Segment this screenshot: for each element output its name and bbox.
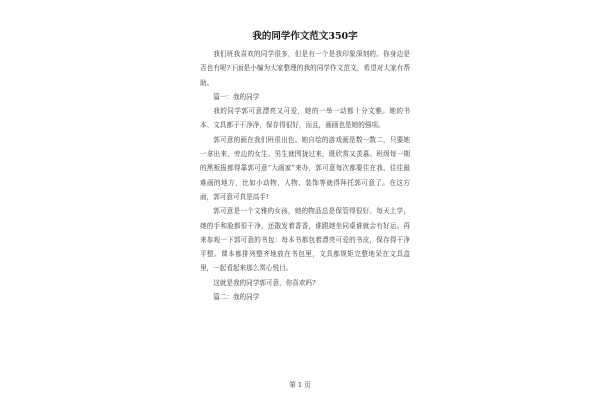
section-1-paragraph-3: 郭可意是一个文雅的女孩，她的物品总是保管得很好。每天上学，她的手和脸都很干净，还散发着香香，谁跟她坐同桌谁就会有好运。再来参观一下郭可意的书包：每本书都包着漂亮可爱的书皮，保存得干净平整。课本都排列整齐地放在书包里，文具都规矩完整地呆在文具盒里，一起看起来那么赏心悦目。 [200,207,410,273]
intro-paragraph: 我们班我喜欢的同学很多，但是有一个是我印象深刻的。你身边是否也有呢?下面是小编为大家整理的我的同学作文范文，希望对大家有帮助。 [200,50,410,87]
section-1-paragraph-2: 郭可意的画在我们班很出色。她自绘的游戏画是数一数二，只要她一拿出来，旁边的女生、男生就围拢过来，既欣赏又羡慕。班级每一期的黑板报都得靠郭可意“大画家”来办，郭可意每次都要住在我，往往最难画的地方，比如小动物、人物、装饰等就得拜托郭可意了。在这方面，郭可意可真是高手! [200,135,410,201]
section-1-paragraph-4: 这就是我的同学郭可意，你喜欢吗? [213,278,316,287]
document-title: 我的同学作文范文350字 [252,31,358,42]
section-heading-1: 篇一：我的同学 [213,92,260,101]
page-number: 第 1 页 [289,381,311,389]
document-body [200,30,410,304]
section-1-paragraph-1: 我的同学郭可意漂亮又可爱，她的一举一动都十分文雅。她的书本、文具都干干净净，保存得很好，而且，画画也是她的强项。 [200,107,410,130]
section-heading-2: 篇二：我的同学 [213,293,260,302]
